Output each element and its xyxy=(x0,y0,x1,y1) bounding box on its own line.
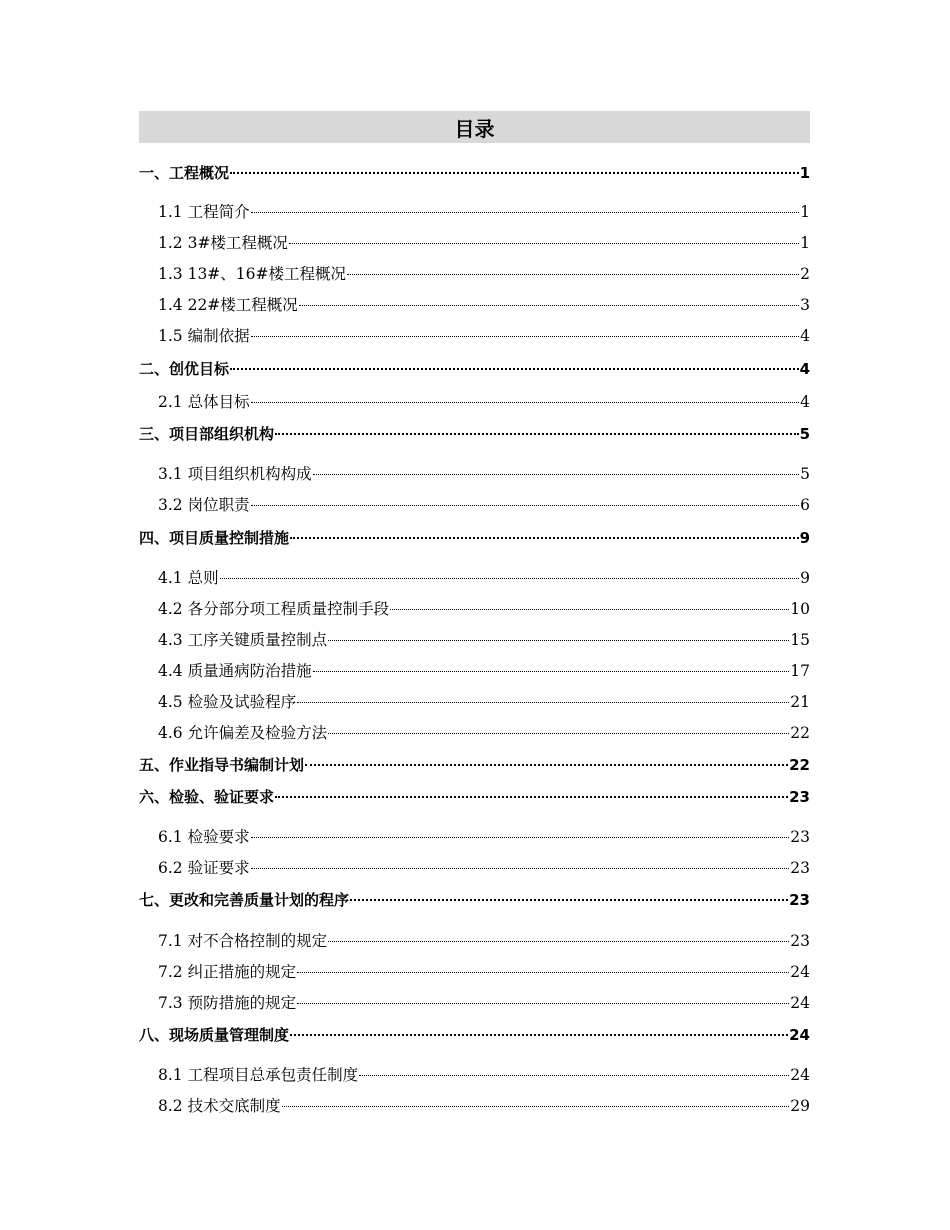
toc-dot-leader xyxy=(297,1003,789,1004)
toc-entry-title: 1.2 3#楼工程概况 xyxy=(158,234,288,252)
toc-dot-leader xyxy=(282,1106,790,1107)
toc-subsection-entry[interactable] xyxy=(158,201,810,223)
toc-page-number: 24 xyxy=(789,1026,810,1044)
toc-entry-title: 7.2 纠正措施的规定 xyxy=(158,963,297,981)
toc-subsection-entry[interactable] xyxy=(158,391,810,413)
toc-section-entry[interactable] xyxy=(139,754,810,776)
toc-dot-leader xyxy=(220,578,800,579)
toc-subsection-entry[interactable] xyxy=(158,857,810,879)
toc-page-number: 6 xyxy=(800,496,810,514)
toc-page-number: 23 xyxy=(789,788,810,806)
toc-subsection-entry[interactable] xyxy=(158,232,810,254)
toc-dot-leader xyxy=(251,402,800,403)
toc-dot-leader xyxy=(290,537,799,539)
toc-entry-title: 六、检验、验证要求 xyxy=(139,788,275,806)
toc-page-number: 2 xyxy=(800,265,810,283)
toc-subsection-entry[interactable] xyxy=(158,463,810,485)
toc-subsection-entry[interactable] xyxy=(158,660,810,682)
toc-dot-leader xyxy=(289,243,799,244)
toc-page-number: 22 xyxy=(789,756,810,774)
toc-entry-title: 七、更改和完善质量计划的程序 xyxy=(139,891,350,909)
toc-subsection-entry[interactable] xyxy=(158,1064,810,1086)
toc-entry-title: 4.3 工序关键质量控制点 xyxy=(158,631,328,649)
toc-page-number: 29 xyxy=(790,1097,810,1115)
toc-page-number: 15 xyxy=(790,631,810,649)
toc-subsection-entry[interactable] xyxy=(158,325,810,347)
toc-dot-leader xyxy=(251,212,800,213)
toc-entry-title: 2.1 总体目标 xyxy=(158,393,250,411)
toc-subsection-entry[interactable] xyxy=(158,961,810,983)
toc-page-number: 23 xyxy=(790,932,810,950)
toc-entry-title: 6.1 检验要求 xyxy=(158,828,250,846)
toc-dot-leader xyxy=(251,505,800,506)
toc-subsection-entry[interactable] xyxy=(158,629,810,651)
toc-section-entry[interactable] xyxy=(139,889,810,911)
toc-subsection-entry[interactable] xyxy=(158,263,810,285)
toc-dot-leader xyxy=(359,1075,789,1076)
toc-page-number: 5 xyxy=(800,465,810,483)
toc-entry-title: 6.2 验证要求 xyxy=(158,859,250,877)
toc-subsection-entry[interactable] xyxy=(158,826,810,848)
toc-dot-leader xyxy=(275,796,788,798)
toc-dot-leader xyxy=(275,433,799,435)
toc-entry-title: 3.1 项目组织机构构成 xyxy=(158,465,312,483)
toc-section-entry[interactable] xyxy=(139,162,810,184)
toc-section-entry[interactable] xyxy=(139,358,810,380)
toc-page-number: 1 xyxy=(799,164,810,182)
toc-dot-leader xyxy=(313,671,790,672)
toc-dot-leader xyxy=(251,336,800,337)
toc-page-number: 24 xyxy=(790,1066,810,1084)
toc-dot-leader xyxy=(305,764,788,766)
toc-dot-leader xyxy=(297,972,789,973)
toc-subsection-entry[interactable] xyxy=(158,598,810,620)
toc-dot-leader xyxy=(230,172,799,174)
toc-entry-title: 3.2 岗位职责 xyxy=(158,496,250,514)
toc-entry-title: 4.6 允许偏差及检验方法 xyxy=(158,724,328,742)
toc-entry-title: 1.5 编制依据 xyxy=(158,327,250,345)
toc-entry-title: 1.3 13#、16#楼工程概况 xyxy=(158,265,346,283)
toc-subsection-entry[interactable] xyxy=(158,494,810,516)
toc-page-number: 4 xyxy=(799,360,810,378)
toc-dot-leader xyxy=(328,941,789,942)
toc-entry-title: 8.2 技术交底制度 xyxy=(158,1097,281,1115)
toc-dot-leader xyxy=(390,609,789,610)
toc-entry-title: 八、现场质量管理制度 xyxy=(139,1026,290,1044)
toc-page-number: 17 xyxy=(790,662,810,680)
toc-subsection-entry[interactable] xyxy=(158,567,810,589)
toc-subsection-entry[interactable] xyxy=(158,691,810,713)
toc-dot-leader xyxy=(328,640,789,641)
toc-subsection-entry[interactable] xyxy=(158,294,810,316)
toc-page-number: 22 xyxy=(790,724,810,742)
toc-subsection-entry[interactable] xyxy=(158,1095,810,1117)
toc-subsection-entry[interactable] xyxy=(158,992,810,1014)
toc-section-entry[interactable] xyxy=(139,786,810,808)
toc-title: 目录 xyxy=(139,111,810,143)
toc-section-entry[interactable] xyxy=(139,1024,810,1046)
toc-page-number: 23 xyxy=(790,859,810,877)
toc-entry-title: 四、项目质量控制措施 xyxy=(139,529,290,547)
toc-entry-title: 五、作业指导书编制计划 xyxy=(139,756,305,774)
toc-dot-leader xyxy=(313,474,800,475)
toc-entry-title: 1.1 工程简介 xyxy=(158,203,250,221)
toc-entry-title: 1.4 22#楼工程概况 xyxy=(158,296,298,314)
toc-section-entry[interactable] xyxy=(139,423,810,445)
toc-dot-leader xyxy=(230,368,799,370)
toc-subsection-entry[interactable] xyxy=(158,930,810,952)
toc-entry-title: 7.3 预防措施的规定 xyxy=(158,994,297,1012)
toc-dot-leader xyxy=(299,305,799,306)
toc-section-entry[interactable] xyxy=(139,527,810,549)
toc-page-number: 21 xyxy=(790,693,810,711)
toc-dot-leader xyxy=(347,274,799,275)
toc-entry-title: 一、工程概况 xyxy=(139,164,230,182)
toc-entry-title: 4.1 总则 xyxy=(158,569,219,587)
toc-page-number: 24 xyxy=(790,963,810,981)
toc-page-number: 3 xyxy=(800,296,810,314)
toc-page-number: 1 xyxy=(800,203,810,221)
toc-entry-title: 二、创优目标 xyxy=(139,360,230,378)
toc-dot-leader xyxy=(251,837,790,838)
toc-page-number: 5 xyxy=(799,425,810,443)
toc-entry-title: 7.1 对不合格控制的规定 xyxy=(158,932,328,950)
toc-page-number: 23 xyxy=(790,828,810,846)
toc-page-number: 9 xyxy=(799,529,810,547)
toc-dot-leader xyxy=(290,1034,788,1036)
toc-page-number: 9 xyxy=(800,569,810,587)
toc-page-number: 24 xyxy=(790,994,810,1012)
toc-entry-title: 三、项目部组织机构 xyxy=(139,425,275,443)
toc-subsection-entry[interactable] xyxy=(158,722,810,744)
toc-entry-title: 4.5 检验及试验程序 xyxy=(158,693,297,711)
toc-dot-leader xyxy=(297,702,789,703)
toc-page-number: 10 xyxy=(790,600,810,618)
toc-entry-title: 8.1 工程项目总承包责任制度 xyxy=(158,1066,359,1084)
toc-entry-title: 4.4 质量通病防治措施 xyxy=(158,662,312,680)
toc-page-number: 1 xyxy=(800,234,810,252)
toc-page-number: 4 xyxy=(800,393,810,411)
toc-page-number: 4 xyxy=(800,327,810,345)
toc-page-number: 23 xyxy=(789,891,810,909)
toc-entry-title: 4.2 各分部分项工程质量控制手段 xyxy=(158,600,390,618)
toc-dot-leader xyxy=(251,868,790,869)
toc-dot-leader xyxy=(328,733,789,734)
toc-dot-leader xyxy=(350,899,788,901)
